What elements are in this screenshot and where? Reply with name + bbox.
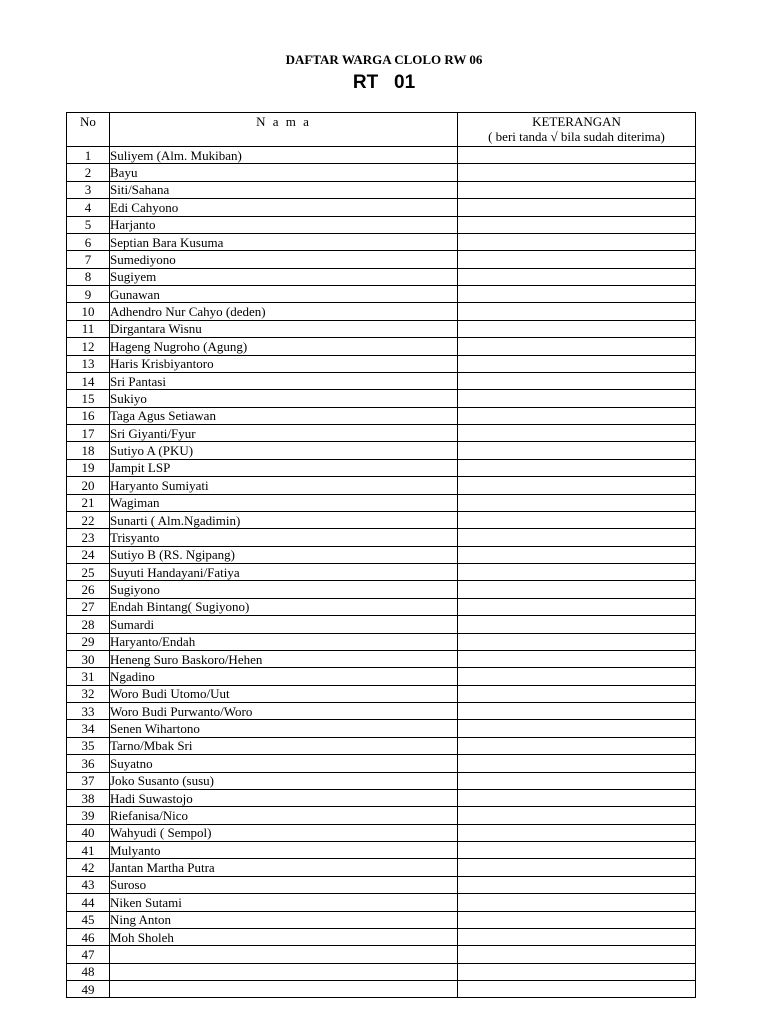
table-row bbox=[67, 529, 696, 546]
row-name: Tarno/Mbak Sri bbox=[110, 737, 458, 754]
row-keterangan bbox=[458, 789, 696, 806]
table-row bbox=[67, 147, 696, 164]
row-name: Wagiman bbox=[110, 494, 458, 511]
row-number: 14 bbox=[67, 372, 110, 389]
row-name: Sugiyono bbox=[110, 581, 458, 598]
header-no: No bbox=[67, 113, 110, 147]
row-keterangan bbox=[458, 511, 696, 528]
row-number: 34 bbox=[67, 720, 110, 737]
table-row bbox=[67, 720, 696, 737]
table-row bbox=[67, 737, 696, 754]
row-keterangan bbox=[458, 477, 696, 494]
row-name: Mulyanto bbox=[110, 842, 458, 859]
row-name: Hadi Suwastojo bbox=[110, 789, 458, 806]
row-number: 7 bbox=[67, 251, 110, 268]
row-keterangan bbox=[458, 859, 696, 876]
table-row bbox=[67, 963, 696, 980]
row-number: 10 bbox=[67, 303, 110, 320]
table-row bbox=[67, 894, 696, 911]
row-name: Suyatno bbox=[110, 755, 458, 772]
table-row bbox=[67, 668, 696, 685]
table-row bbox=[67, 338, 696, 355]
row-name: Sukiyo bbox=[110, 390, 458, 407]
row-name: Sutiyo A (PKU) bbox=[110, 442, 458, 459]
table-row bbox=[67, 442, 696, 459]
row-number: 39 bbox=[67, 807, 110, 824]
row-name: Septian Bara Kusuma bbox=[110, 233, 458, 250]
row-number: 8 bbox=[67, 268, 110, 285]
row-name: Wahyudi ( Sempol) bbox=[110, 824, 458, 841]
row-name: Sugiyem bbox=[110, 268, 458, 285]
row-keterangan bbox=[458, 668, 696, 685]
row-name: Ning Anton bbox=[110, 911, 458, 928]
row-number: 47 bbox=[67, 946, 110, 963]
row-number: 13 bbox=[67, 355, 110, 372]
row-name: Riefanisa/Nico bbox=[110, 807, 458, 824]
row-number: 1 bbox=[67, 147, 110, 164]
row-name: Haris Krisbiyantoro bbox=[110, 355, 458, 372]
row-keterangan bbox=[458, 564, 696, 581]
row-number: 18 bbox=[67, 442, 110, 459]
row-name: Bayu bbox=[110, 164, 458, 181]
table-row bbox=[67, 546, 696, 563]
table-row bbox=[67, 946, 696, 963]
table-row bbox=[67, 407, 696, 424]
row-name: Ngadino bbox=[110, 668, 458, 685]
table-row bbox=[67, 581, 696, 598]
row-number: 43 bbox=[67, 876, 110, 893]
row-number: 49 bbox=[67, 981, 110, 998]
header-keterangan bbox=[458, 113, 696, 147]
table-row bbox=[67, 286, 696, 303]
row-keterangan bbox=[458, 598, 696, 615]
row-name: Niken Sutami bbox=[110, 894, 458, 911]
table-row bbox=[67, 425, 696, 442]
row-keterangan bbox=[458, 894, 696, 911]
table-row bbox=[67, 459, 696, 476]
header-row bbox=[67, 113, 696, 147]
table-body bbox=[67, 147, 696, 998]
row-number: 28 bbox=[67, 616, 110, 633]
table-row bbox=[67, 703, 696, 720]
table-row bbox=[67, 164, 696, 181]
row-keterangan bbox=[458, 737, 696, 754]
row-name: Hageng Nugroho (Agung) bbox=[110, 338, 458, 355]
row-name: Jampit LSP bbox=[110, 459, 458, 476]
row-name: Heneng Suro Baskoro/Hehen bbox=[110, 650, 458, 667]
table-row bbox=[67, 859, 696, 876]
row-name: Woro Budi Utomo/Uut bbox=[110, 685, 458, 702]
table-row bbox=[67, 199, 696, 216]
row-name: Woro Budi Purwanto/Woro bbox=[110, 703, 458, 720]
row-keterangan bbox=[458, 928, 696, 945]
table-row bbox=[67, 789, 696, 806]
row-keterangan bbox=[458, 616, 696, 633]
table-row bbox=[67, 251, 696, 268]
row-name: Sumardi bbox=[110, 616, 458, 633]
table-row bbox=[67, 511, 696, 528]
row-keterangan bbox=[458, 320, 696, 337]
row-name: Suliyem (Alm. Mukiban) bbox=[110, 147, 458, 164]
table-row bbox=[67, 807, 696, 824]
row-name: Sutiyo B (RS. Ngipang) bbox=[110, 546, 458, 563]
table-row bbox=[67, 981, 696, 998]
row-name: Sri Giyanti/Fyur bbox=[110, 425, 458, 442]
row-number: 25 bbox=[67, 564, 110, 581]
table-row bbox=[67, 842, 696, 859]
row-number: 38 bbox=[67, 789, 110, 806]
row-keterangan bbox=[458, 703, 696, 720]
row-name: Suroso bbox=[110, 876, 458, 893]
row-number: 33 bbox=[67, 703, 110, 720]
row-keterangan bbox=[458, 407, 696, 424]
row-keterangan bbox=[458, 946, 696, 963]
row-name: Sri Pantasi bbox=[110, 372, 458, 389]
row-number: 29 bbox=[67, 633, 110, 650]
header-keterangan-label: KETERANGAN bbox=[532, 114, 621, 129]
row-name: Haryanto/Endah bbox=[110, 633, 458, 650]
header-nama: N a m a bbox=[110, 113, 458, 147]
resident-table bbox=[66, 112, 696, 998]
row-name: Senen Wihartono bbox=[110, 720, 458, 737]
table-row bbox=[67, 477, 696, 494]
row-keterangan bbox=[458, 824, 696, 841]
row-name: Dirgantara Wisnu bbox=[110, 320, 458, 337]
row-number: 24 bbox=[67, 546, 110, 563]
document-subtitle-rt: RT 01 bbox=[352, 72, 416, 93]
row-name: Edi Cahyono bbox=[110, 199, 458, 216]
header-keterangan-note: ( beri tanda √ bila sudah diterima) bbox=[488, 129, 665, 144]
table-row bbox=[67, 650, 696, 667]
row-name: Harjanto bbox=[110, 216, 458, 233]
row-name: Gunawan bbox=[110, 286, 458, 303]
row-name: Trisyanto bbox=[110, 529, 458, 546]
row-number: 32 bbox=[67, 685, 110, 702]
table-row bbox=[67, 876, 696, 893]
row-keterangan bbox=[458, 303, 696, 320]
table-row bbox=[67, 494, 696, 511]
table-row bbox=[67, 616, 696, 633]
table-row bbox=[67, 181, 696, 198]
row-number: 31 bbox=[67, 668, 110, 685]
table-row bbox=[67, 824, 696, 841]
row-name bbox=[110, 963, 458, 980]
row-number: 27 bbox=[67, 598, 110, 615]
row-number: 16 bbox=[67, 407, 110, 424]
row-keterangan bbox=[458, 216, 696, 233]
row-number: 9 bbox=[67, 286, 110, 303]
table-row bbox=[67, 303, 696, 320]
row-number: 35 bbox=[67, 737, 110, 754]
row-number: 22 bbox=[67, 511, 110, 528]
row-number: 44 bbox=[67, 894, 110, 911]
row-keterangan bbox=[458, 442, 696, 459]
row-name: Sumediyono bbox=[110, 251, 458, 268]
row-number: 23 bbox=[67, 529, 110, 546]
row-name: Endah Bintang( Sugiyono) bbox=[110, 598, 458, 615]
row-name: Jantan Martha Putra bbox=[110, 859, 458, 876]
table-row bbox=[67, 685, 696, 702]
row-keterangan bbox=[458, 286, 696, 303]
row-number: 30 bbox=[67, 650, 110, 667]
row-number: 42 bbox=[67, 859, 110, 876]
row-number: 48 bbox=[67, 963, 110, 980]
row-name: Adhendro Nur Cahyo (deden) bbox=[110, 303, 458, 320]
row-name: Moh Sholeh bbox=[110, 928, 458, 945]
row-number: 26 bbox=[67, 581, 110, 598]
row-number: 5 bbox=[67, 216, 110, 233]
row-keterangan bbox=[458, 911, 696, 928]
row-keterangan bbox=[458, 807, 696, 824]
row-keterangan bbox=[458, 842, 696, 859]
row-keterangan bbox=[458, 755, 696, 772]
row-keterangan bbox=[458, 164, 696, 181]
row-number: 21 bbox=[67, 494, 110, 511]
row-keterangan bbox=[458, 390, 696, 407]
row-name: Joko Susanto (susu) bbox=[110, 772, 458, 789]
table-header bbox=[67, 113, 696, 147]
row-number: 11 bbox=[67, 320, 110, 337]
row-name bbox=[110, 981, 458, 998]
table-row bbox=[67, 928, 696, 945]
row-number: 2 bbox=[67, 164, 110, 181]
row-number: 37 bbox=[67, 772, 110, 789]
table-row bbox=[67, 372, 696, 389]
row-keterangan bbox=[458, 963, 696, 980]
row-name: Suyuti Handayani/Fatiya bbox=[110, 564, 458, 581]
table-row bbox=[67, 772, 696, 789]
row-number: 36 bbox=[67, 755, 110, 772]
row-keterangan bbox=[458, 685, 696, 702]
row-keterangan bbox=[458, 581, 696, 598]
row-name: Haryanto Sumiyati bbox=[110, 477, 458, 494]
row-keterangan bbox=[458, 425, 696, 442]
row-keterangan bbox=[458, 494, 696, 511]
row-number: 3 bbox=[67, 181, 110, 198]
row-number: 6 bbox=[67, 233, 110, 250]
row-number: 4 bbox=[67, 199, 110, 216]
row-keterangan bbox=[458, 772, 696, 789]
row-number: 12 bbox=[67, 338, 110, 355]
row-keterangan bbox=[458, 181, 696, 198]
row-number: 19 bbox=[67, 459, 110, 476]
table-row bbox=[67, 355, 696, 372]
row-keterangan bbox=[458, 338, 696, 355]
row-keterangan bbox=[458, 720, 696, 737]
row-number: 40 bbox=[67, 824, 110, 841]
row-keterangan bbox=[458, 876, 696, 893]
row-keterangan bbox=[458, 546, 696, 563]
row-keterangan bbox=[458, 147, 696, 164]
row-number: 15 bbox=[67, 390, 110, 407]
row-keterangan bbox=[458, 372, 696, 389]
row-number: 17 bbox=[67, 425, 110, 442]
table-row bbox=[67, 633, 696, 650]
row-keterangan bbox=[458, 529, 696, 546]
table-row bbox=[67, 911, 696, 928]
table-row bbox=[67, 233, 696, 250]
row-keterangan bbox=[458, 459, 696, 476]
table-row bbox=[67, 390, 696, 407]
row-keterangan bbox=[458, 199, 696, 216]
row-number: 45 bbox=[67, 911, 110, 928]
table-row bbox=[67, 320, 696, 337]
row-keterangan bbox=[458, 633, 696, 650]
row-name: Taga Agus Setiawan bbox=[110, 407, 458, 424]
row-keterangan bbox=[458, 233, 696, 250]
row-keterangan bbox=[458, 355, 696, 372]
document-title: DAFTAR WARGA CLOLO RW 06 bbox=[285, 52, 483, 67]
row-keterangan bbox=[458, 251, 696, 268]
row-name: Siti/Sahana bbox=[110, 181, 458, 198]
row-keterangan bbox=[458, 268, 696, 285]
table-row bbox=[67, 268, 696, 285]
row-number: 41 bbox=[67, 842, 110, 859]
row-keterangan bbox=[458, 981, 696, 998]
row-number: 20 bbox=[67, 477, 110, 494]
table-row bbox=[67, 564, 696, 581]
row-name bbox=[110, 946, 458, 963]
row-name: Sunarti ( Alm.Ngadimin) bbox=[110, 511, 458, 528]
table-row bbox=[67, 216, 696, 233]
table-row bbox=[67, 755, 696, 772]
table-row bbox=[67, 598, 696, 615]
row-keterangan bbox=[458, 650, 696, 667]
row-number: 46 bbox=[67, 928, 110, 945]
